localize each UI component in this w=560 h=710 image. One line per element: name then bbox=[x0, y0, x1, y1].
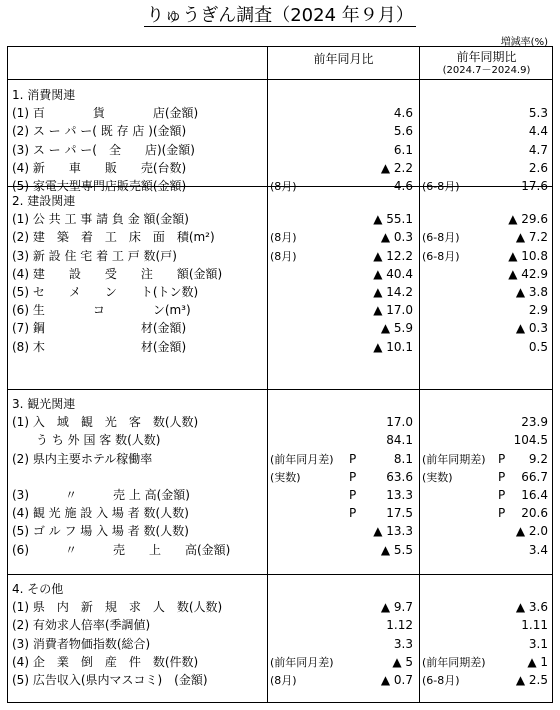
period-note: (実数) bbox=[422, 470, 453, 484]
month-value: 4.6 bbox=[393, 106, 413, 121]
period-value: 2.9 bbox=[528, 303, 548, 318]
row-label: (5) 広告収入(県内マスコミ) (金額) bbox=[12, 673, 208, 687]
month-value: ▲ 0.7 bbox=[380, 673, 413, 687]
header-period-yoy bbox=[420, 50, 553, 78]
month-value: 4.6 bbox=[393, 179, 413, 193]
table-row bbox=[8, 229, 552, 246]
table-row bbox=[8, 266, 552, 283]
period-value: ▲ 0.3 bbox=[515, 321, 548, 336]
row-label: (4) 企 業 倒 産 件 数(件数) bbox=[12, 654, 199, 669]
period-value: ▲ 42.9 bbox=[508, 266, 548, 281]
month-note: (8月) bbox=[270, 249, 297, 263]
row-label: (8) 木 材(金額) bbox=[12, 339, 187, 354]
month-value: ▲ 5 bbox=[392, 654, 413, 669]
table-row bbox=[8, 339, 552, 356]
period-value: 66.7 bbox=[521, 469, 548, 484]
month-value: 84.1 bbox=[386, 433, 413, 448]
row-label: (2) ス ー パ ー( 既 存 店 )(金額) bbox=[12, 124, 187, 139]
row-label: (1) 県 内 新 規 求 人 数(人数) bbox=[12, 600, 223, 615]
table-row bbox=[8, 432, 552, 449]
row-label: (1) 百 貨 店(金額) bbox=[12, 106, 199, 121]
month-value: ▲ 55.1 bbox=[373, 212, 413, 227]
period-note: (6-8月) bbox=[422, 180, 460, 193]
period-value: 2.6 bbox=[528, 160, 548, 175]
table-row bbox=[8, 523, 552, 540]
month-note: (8月) bbox=[270, 674, 297, 687]
section-divider bbox=[8, 389, 552, 390]
row-label: (3) 消費者物価指数(総合) bbox=[12, 636, 151, 651]
month-value: 5.6 bbox=[393, 124, 413, 139]
table-row bbox=[8, 654, 552, 671]
row-label: (2) 県内主要ホテル稼働率 bbox=[12, 451, 153, 466]
period-value: 9.2 bbox=[528, 451, 548, 466]
section-divider bbox=[8, 574, 552, 575]
section-heading: 3. 観光関連 bbox=[12, 397, 76, 411]
month-value: ▲ 12.2 bbox=[373, 248, 413, 263]
month-value: ▲ 17.0 bbox=[373, 303, 413, 318]
row-label: (6) 生 コ ン(m³) bbox=[12, 303, 191, 318]
period-value: 3.1 bbox=[528, 636, 548, 651]
report-title: りゅうぎん調査（2024 年９月） bbox=[146, 5, 414, 26]
month-value: ▲ 40.4 bbox=[373, 266, 413, 281]
month-value: 17.5 bbox=[386, 506, 413, 521]
header-period-range: (2024.7－2024.9) bbox=[442, 65, 531, 76]
row-label: (2) 建 築 着 工 床 面 積(m²) bbox=[12, 230, 215, 245]
month-note: (8月) bbox=[270, 231, 297, 245]
month-preliminary-mark: P bbox=[349, 469, 357, 484]
period-value: 3.4 bbox=[528, 542, 548, 557]
section-heading: 2. 建設関連 bbox=[12, 194, 76, 208]
row-label: (5) ゴ ル フ 場 入 場 者 数(人数) bbox=[12, 524, 189, 539]
table-header bbox=[8, 47, 552, 80]
unit-label: 増減率(%) bbox=[500, 37, 548, 48]
row-label: (2) 有効求人倍率(季調値) bbox=[12, 618, 151, 633]
period-value: ▲ 29.6 bbox=[508, 212, 548, 227]
table-row bbox=[8, 414, 552, 431]
header-month-yoy: 前年同月比 bbox=[313, 52, 374, 66]
period-value: 5.3 bbox=[528, 106, 548, 121]
month-value: 13.3 bbox=[386, 488, 413, 502]
table-row bbox=[8, 160, 552, 177]
period-value: ▲ 3.8 bbox=[515, 285, 548, 299]
section-heading: 4. その他 bbox=[12, 582, 64, 596]
row-label: (5) セ メ ン ト(トン数) bbox=[12, 285, 199, 299]
period-value: 0.5 bbox=[528, 339, 548, 354]
table-row bbox=[8, 505, 552, 522]
table-row bbox=[8, 469, 552, 486]
period-value: 17.6 bbox=[521, 179, 548, 193]
period-preliminary-mark: P bbox=[498, 451, 506, 466]
row-label: う ち 外 国 客 数(人数) bbox=[12, 433, 161, 448]
table-row bbox=[8, 302, 552, 319]
table-row bbox=[8, 672, 552, 689]
period-preliminary-mark: P bbox=[498, 488, 506, 502]
period-value: ▲ 2.5 bbox=[515, 673, 548, 687]
period-value: 4.4 bbox=[528, 124, 548, 139]
section-divider bbox=[8, 186, 552, 187]
table-row bbox=[8, 211, 552, 228]
month-note: (前年同月差) bbox=[270, 655, 334, 669]
table-row bbox=[8, 142, 552, 159]
table-row bbox=[8, 320, 552, 337]
table-row bbox=[8, 284, 552, 301]
month-value: ▲ 10.1 bbox=[373, 339, 413, 354]
month-value: ▲ 14.2 bbox=[373, 285, 413, 299]
month-note: (前年同月差) bbox=[270, 452, 334, 466]
month-value: 6.1 bbox=[393, 142, 413, 157]
month-value: ▲ 9.7 bbox=[380, 600, 413, 615]
indicator-table bbox=[7, 46, 553, 703]
period-value: 23.9 bbox=[521, 415, 548, 430]
month-preliminary-mark: P bbox=[349, 506, 357, 521]
period-note: (前年同期差) bbox=[422, 655, 486, 669]
table-row bbox=[8, 105, 552, 122]
period-value: ▲ 2.0 bbox=[515, 524, 548, 539]
month-value: 17.0 bbox=[386, 415, 413, 430]
period-value: 4.7 bbox=[528, 142, 548, 157]
period-note: (前年同期差) bbox=[422, 452, 486, 466]
month-note: (実数) bbox=[270, 470, 301, 484]
row-label: (3) ス ー パ ー( 全 店)(金額) bbox=[12, 142, 195, 157]
month-value: ▲ 2.2 bbox=[380, 160, 413, 175]
month-value: ▲ 13.3 bbox=[373, 524, 413, 539]
row-label: (5) 家電大型専門店販売額(金額) bbox=[12, 179, 187, 193]
month-preliminary-mark: P bbox=[349, 488, 357, 502]
table-row bbox=[8, 617, 552, 634]
table-row bbox=[8, 636, 552, 653]
table-row bbox=[8, 542, 552, 559]
header-period-yoy-label: 前年同期比 bbox=[456, 50, 517, 64]
table-row bbox=[8, 123, 552, 140]
table-row bbox=[8, 599, 552, 616]
row-label: (4) 建 設 受 注 額(金額) bbox=[12, 266, 223, 281]
table-row bbox=[8, 451, 552, 468]
row-label: (1) 入 域 観 光 客 数(人数) bbox=[12, 415, 199, 430]
period-value: 104.5 bbox=[513, 433, 548, 448]
month-value: 1.12 bbox=[386, 618, 413, 633]
row-label: (1) 公 共 工 事 請 負 金 額(金額) bbox=[12, 212, 189, 227]
table-row bbox=[8, 248, 552, 265]
period-value: ▲ 7.2 bbox=[515, 230, 548, 245]
row-label: (3) 〃 売 上 高(金額) bbox=[12, 488, 190, 502]
period-value: 20.6 bbox=[521, 506, 548, 521]
row-label: (6) 〃 売 上 高(金額) bbox=[12, 542, 231, 557]
month-value: ▲ 0.3 bbox=[380, 230, 413, 245]
month-value: ▲ 5.5 bbox=[380, 542, 413, 557]
period-value: 1.11 bbox=[521, 618, 548, 633]
row-label: (7) 鋼 材(金額) bbox=[12, 321, 187, 336]
period-note: (6-8月) bbox=[422, 674, 460, 687]
period-value: ▲ 1 bbox=[527, 654, 548, 669]
period-note: (6-8月) bbox=[422, 249, 460, 263]
period-value: ▲ 3.6 bbox=[515, 600, 548, 615]
month-value: 3.3 bbox=[393, 636, 413, 651]
period-value: 16.4 bbox=[521, 488, 548, 502]
period-preliminary-mark: P bbox=[498, 506, 506, 521]
period-value: ▲ 10.8 bbox=[508, 248, 548, 263]
period-note: (6-8月) bbox=[422, 231, 460, 245]
month-value: ▲ 5.9 bbox=[380, 321, 413, 336]
row-label: (3) 新 設 住 宅 着 工 戸 数(戸) bbox=[12, 248, 177, 263]
month-note: (8月) bbox=[270, 180, 297, 193]
month-value: 8.1 bbox=[393, 451, 413, 466]
row-label: (4) 新 車 販 売(台数) bbox=[12, 160, 187, 175]
month-preliminary-mark: P bbox=[349, 451, 357, 466]
month-value: 63.6 bbox=[386, 469, 413, 484]
section-heading: 1. 消費関連 bbox=[12, 88, 76, 102]
table-row bbox=[8, 487, 552, 504]
period-preliminary-mark: P bbox=[498, 469, 506, 484]
row-label: (4) 観 光 施 設 入 場 者 数(人数) bbox=[12, 506, 189, 521]
